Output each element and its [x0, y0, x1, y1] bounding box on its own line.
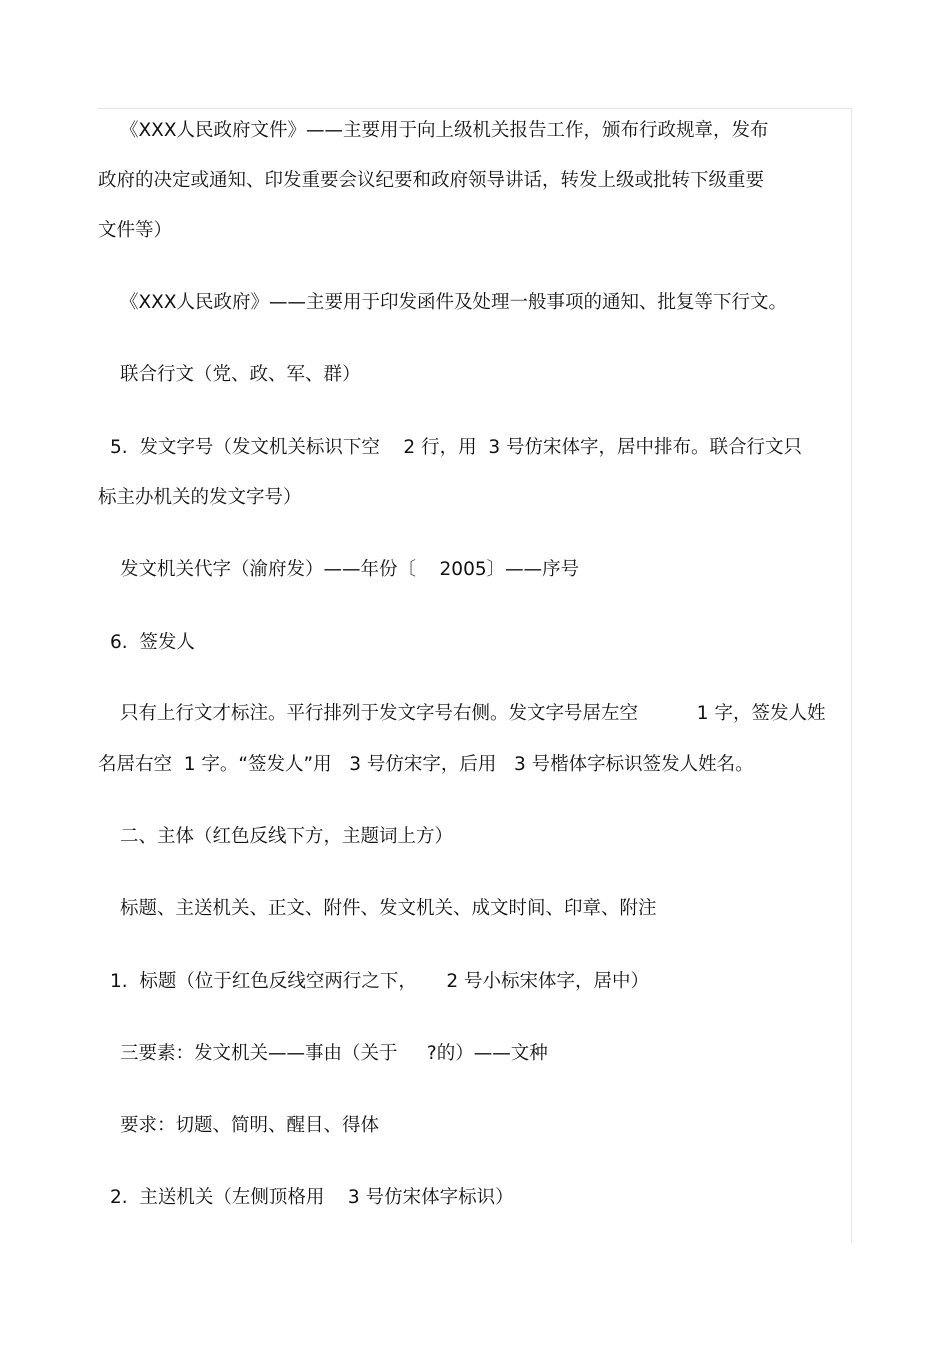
paragraph-line: 政府的决定或通知、印发重要会议纪要和政府领导讲话，转发上级或批转下级重要 [98, 170, 765, 191]
paragraph-line: 标主办机关的发文字号） [98, 487, 302, 508]
numbered-heading: 2. 主送机关（左侧顶格用 3 号仿宋体字标识） [110, 1187, 514, 1208]
paragraph-line: 标题、主送机关、正文、附件、发文机关、成文时间、印章、附注 [120, 898, 657, 919]
numbered-heading: 6. 签发人 [110, 632, 195, 653]
paragraph-line: 三要素：发文机关——事由（关于 ?的）——文种 [120, 1043, 548, 1064]
paragraph-line: 《XXX人民政府文件》——主要用于向上级机关报告工作，颁布行政规章，发布 [120, 120, 769, 141]
page-frame-top-border [98, 108, 852, 109]
numbered-heading: 5. 发文字号（发文机关标识下空 2 行，用 3 号仿宋体字，居中排布。联合行文只 [110, 437, 803, 458]
page-frame-right-border [851, 108, 852, 1243]
paragraph-line: 只有上行文才标注。平行排列于发文字号右侧。发文字号居左空 1 字，签发人姓 [120, 703, 826, 724]
paragraph-line: 联合行文（党、政、军、群） [120, 364, 361, 385]
paragraph-line: 发文机关代字（渝府发）——年份〔 2005〕——序号 [120, 559, 580, 580]
numbered-heading: 1. 标题（位于红色反线空两行之下， 2 号小标宋体字，居中） [110, 971, 649, 992]
paragraph-line: 《XXX人民政府》——主要用于印发函件及处理一般事项的通知、批复等下行文。 [120, 292, 788, 313]
paragraph-line: 名居右空 1 字。“签发人”用 3 号仿宋字，后用 3 号楷体字标识签发人姓名。 [98, 754, 754, 775]
paragraph-line: 要求：切题、简明、醒目、得体 [120, 1115, 380, 1136]
section-heading: 二、主体（红色反线下方，主题词上方） [120, 826, 454, 847]
paragraph-line: 文件等） [98, 220, 173, 241]
